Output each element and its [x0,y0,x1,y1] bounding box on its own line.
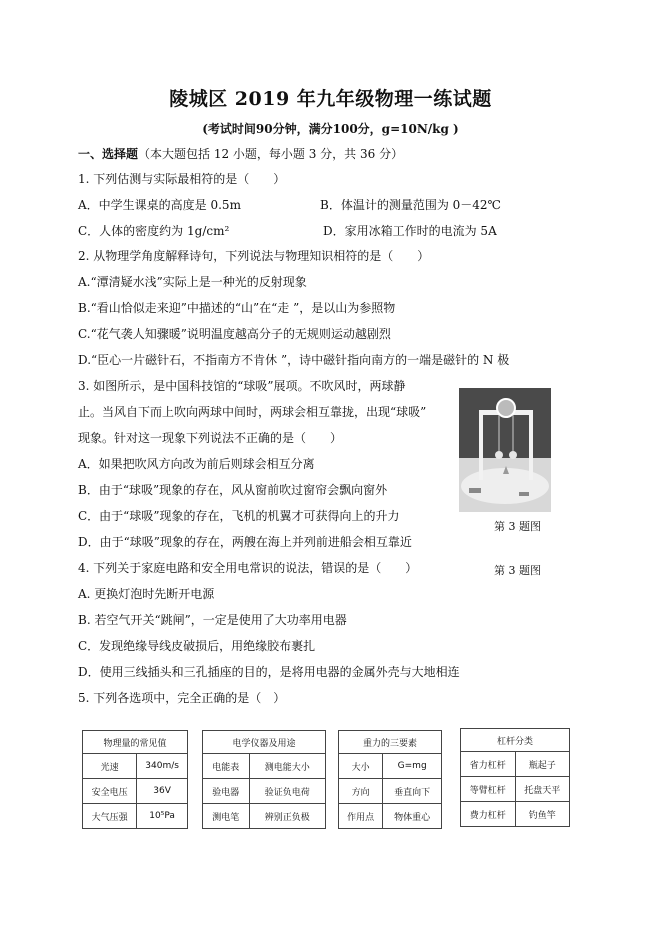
table-row [83,754,188,779]
table-cell: 作用点 [339,804,383,829]
q1-option-a: A．中学生课桌的高度是 0.5m [78,198,241,212]
q3-option-b: B．由于“球吸”现象的存在，风从窗前吹过窗帘会飘向窗外 [78,483,388,497]
q1-option-b: B．体温计的测量范围为 0－42℃ [320,198,501,212]
q2-stem: 2. 从物理学角度解释诗句，下列说法与物理知识相符的是（ ） [78,249,430,263]
section-heading: 一、选择题 [78,147,139,161]
q4-option-b: B. 若空气开关“跳闸”，一定是使用了大功率用电器 [78,613,347,627]
table-cell: 垂直向下 [383,779,442,804]
q5-stem: 5. 下列各选项中，完全正确的是（ ） [78,691,286,705]
q2-option-b: B.“看山恰似走来迎”中描述的“山”在“走 ”，是以山为参照物 [78,301,396,315]
table-cell: 测电能大小 [249,754,325,779]
table-cell: 方向 [339,779,383,804]
section-heading-line [78,146,403,162]
table-gravity-elements [338,730,442,829]
q3-stem-line-3: 现象。针对这一现象下列说法不正确的是（ ） [78,431,343,445]
table-cell: 验电器 [203,779,250,804]
table-row [83,804,188,829]
q4-option-d: D．使用三线插头和三孔插座的目的，是将用电器的金属外壳与大地相连 [78,665,460,679]
q3-figure-caption-repeat: 第 3 题图 [494,564,541,577]
q4-stem: 4. 下列关于家庭电路和安全用电常识的说法，错误的是（ ） [78,561,418,575]
table-cell: 瓶起子 [515,752,570,777]
table-cell: 辨别正负极 [249,804,325,829]
table-cell: 测电笔 [203,804,250,829]
table-cell: 10⁵Pa [137,804,188,829]
table-cell: 省力杠杆 [461,752,516,777]
table-cell: 340m/s [137,754,188,779]
table-common-values [82,730,188,829]
table-row [203,804,326,829]
table-row [83,779,188,804]
q3-option-a: A．如果把吹风方向改为前后则球会相互分离 [78,457,315,471]
table-row [461,752,570,777]
table-cell: 光速 [83,754,137,779]
page-title: 陵城区 2019 年九年级物理一练试题 [169,88,492,110]
table-row [339,804,442,829]
table-cell: 钓鱼竿 [515,802,570,827]
table-cell: G=mg [383,754,442,779]
table-header: 电学仪器及用途 [203,731,326,754]
q2-option-c: C.“花气袭人知骤暖”说明温度越高分子的无规则运动越剧烈 [78,327,391,341]
table-cell: 大小 [339,754,383,779]
table-row [461,777,570,802]
q3-figure-caption: 第 3 题图 [494,520,541,533]
table-cell: 电能表 [203,754,250,779]
table-row [339,779,442,804]
table-header: 重力的三要素 [339,731,442,754]
table-cell: 安全电压 [83,779,137,804]
q3-option-c: C．由于“球吸”现象的存在，飞机的机翼才可获得向上的升力 [78,509,400,523]
section-note: （本大题包括 12 小题，每小题 3 分，共 36 分） [138,147,404,161]
q1-option-d: D．家用冰箱工作时的电流为 5A [323,224,497,238]
table-lever-types [460,728,570,827]
table-cell: 36V [137,779,188,804]
q4-option-c: C．发现绝缘导线皮破损后，用绝缘胶布裹扎 [78,639,316,653]
q4-option-a: A. 更换灯泡时先断开电源 [78,587,215,601]
table-cell: 费力杠杆 [461,802,516,827]
q3-option-d: D．由于“球吸”现象的存在，两艘在海上并列前进船会相互靠近 [78,535,412,549]
q1-option-c: C．人体的密度约为 1g/cm² [78,224,230,238]
table-header: 杠杆分类 [461,729,570,752]
table-electric-instruments [202,730,326,829]
table-cell: 等臂杠杆 [461,777,516,802]
table-row [203,779,326,804]
table-header: 物理量的常见值 [83,731,188,754]
table-row [339,754,442,779]
page-subtitle: (考试时间90分钟，满分100分，g=10N/kg ) [202,122,459,136]
q2-option-d: D.“臣心一片磁针石，不指南方不肯休 ”，诗中磁针指向南方的一端是磁针的 N 极 [78,353,510,367]
table-cell: 大气压强 [83,804,137,829]
table-row [461,802,570,827]
q2-option-a: A.“潭清疑水浅”实际上是一种光的反射现象 [78,275,307,289]
table-row [203,754,326,779]
q1-stem: 1. 下列估测与实际最相符的是（ ） [78,172,286,186]
table-cell: 物体重心 [383,804,442,829]
ball-suction-photo [459,388,551,512]
table-cell: 验证负电荷 [249,779,325,804]
q3-stem-line-1: 3. 如图所示，是中国科技馆的“球吸”展项。不吹风时，两球静 [78,379,406,393]
table-cell: 托盘天平 [515,777,570,802]
q3-stem-line-2: 止。当风自下而上吹向两球中间时，两球会相互靠拢，出现“球吸” [78,405,427,419]
